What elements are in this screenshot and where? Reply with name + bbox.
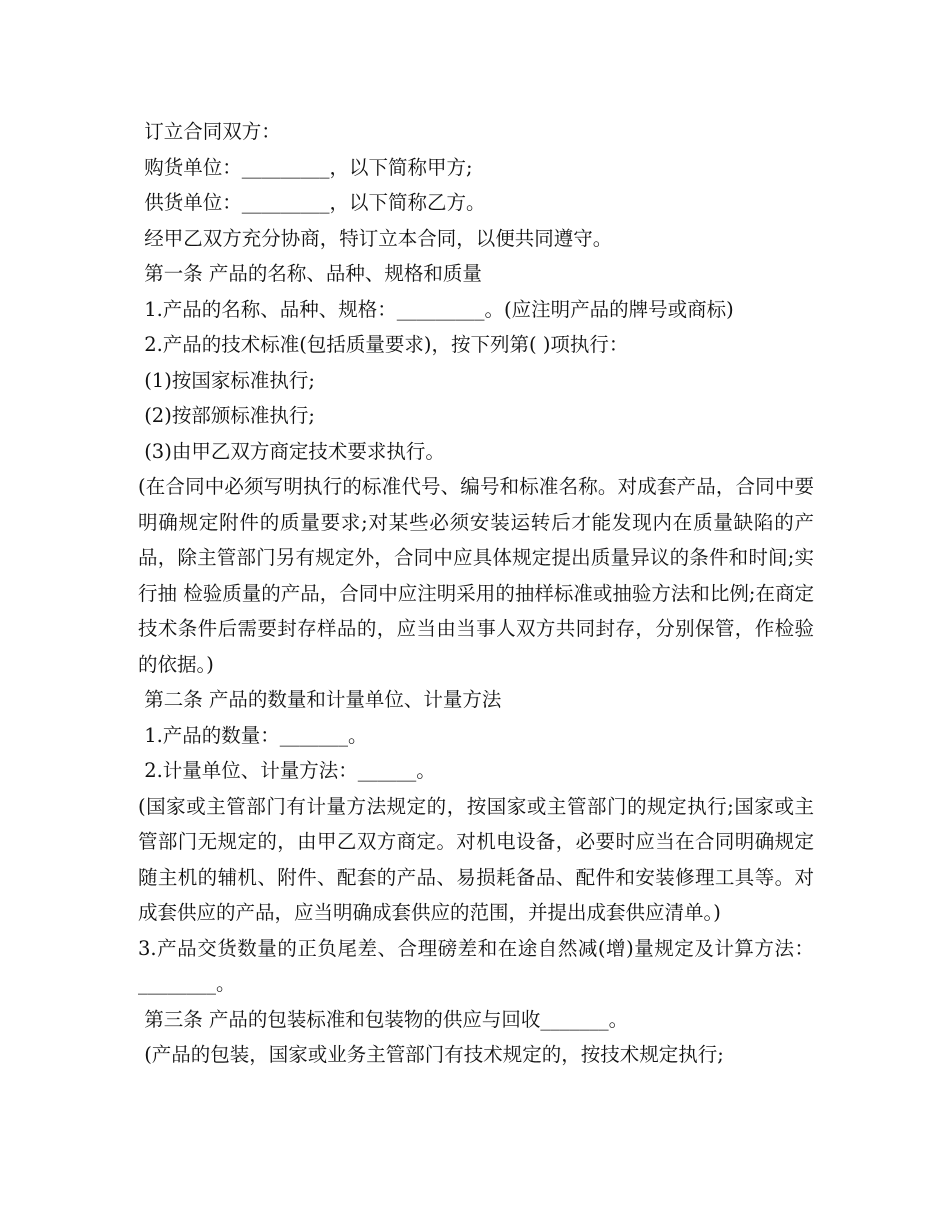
article2-item2: 2.计量单位、计量方法：______。 bbox=[138, 759, 436, 782]
article2-note: (国家或主管部门有计量方法规定的，按国家或主管部门的规定执行;国家或主管部门无规定的，由甲乙双方商定。对机电设备，必要时应当在合同明确规定随主机的辅机、附件、配套的产品、易损耗备品、配件和安装修理工具等。对成套供应的产品，应当明确成套供应的范围，并提出成套供应清单。) bbox=[138, 794, 814, 924]
article1-note: (在合同中必须写明执行的标准代号、编号和标准名称。对成套产品，合同中要明确规定附件的质量要求;对某些必须安装运转后才能发现内在质量缺陷的产品，除主管部门另有规定外，合同中应具体规定提出质量异议的条件和时间;实行抽 检验质量的产品，合同中应注明采用的抽样标准或抽验方法和比例;在商定技术条件后需要封存样品的，应当由当事人双方共同封存，分别保管，作检验的依据。) bbox=[138, 475, 814, 676]
article1-title: 第一条 产品的名称、品种、规格和质量 bbox=[138, 262, 482, 285]
agreement-line: 经甲乙双方充分协商，特订立本合同，以便共同遵守。 bbox=[138, 226, 613, 250]
parties-heading: 订立合同双方： bbox=[138, 120, 281, 143]
seller-line: 供货单位：_________，以下简称乙方。 bbox=[138, 191, 486, 214]
article1-option1: (1)按国家标准执行; bbox=[138, 368, 315, 392]
article3-title: 第三条 产品的包装标准和包装物的供应与回收_______。 bbox=[138, 1007, 629, 1031]
article2-item3: 3.产品交货数量的正负尾差、合理磅差和在途自然减(增)量规定及计算方法：________。 bbox=[138, 936, 814, 995]
article1-item1: 1.产品的名称、品种、规格：_________。(应注明产品的牌号或商标) bbox=[138, 297, 734, 321]
article2-item1: 1.产品的数量：_______。 bbox=[138, 723, 368, 747]
article3-note: (产品的包装，国家或业务主管部门有技术规定的，按技术规定执行; bbox=[138, 1043, 724, 1066]
buyer-line: 购货单位：_________，以下简称甲方; bbox=[138, 155, 473, 179]
article1-option2: (2)按部颁标准执行; bbox=[138, 404, 315, 427]
article1-option3: (3)由甲乙双方商定技术要求执行。 bbox=[138, 439, 445, 463]
article2-title: 第二条 产品的数量和计量单位、计量方法 bbox=[138, 688, 502, 711]
article1-item2: 2.产品的技术标准(包括质量要求)，按下列第( )项执行： bbox=[138, 333, 629, 356]
contract-document bbox=[138, 114, 814, 1073]
